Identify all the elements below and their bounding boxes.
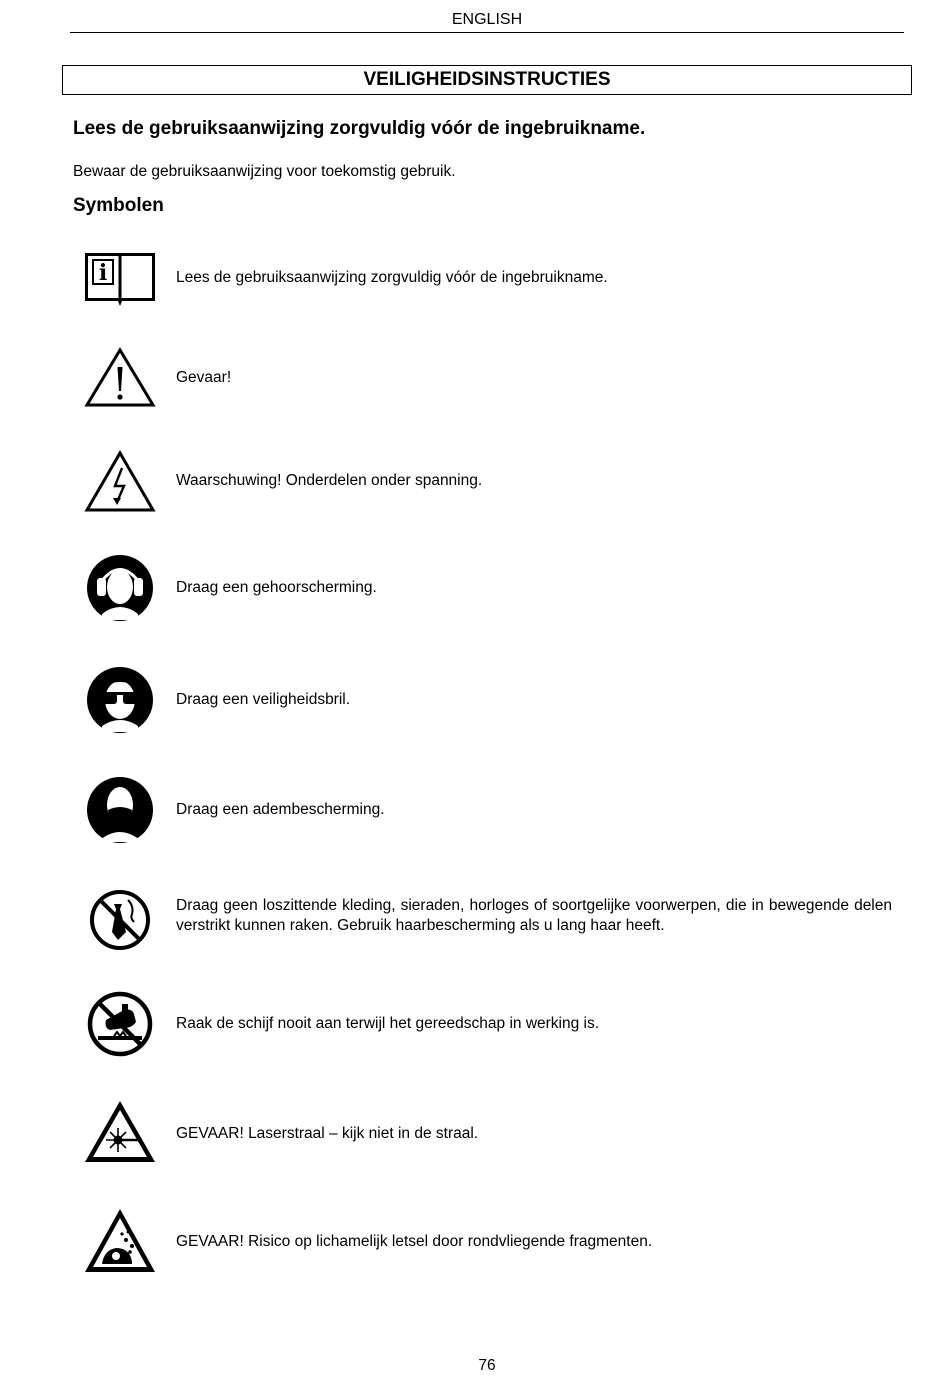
- header-language: ENGLISH: [451, 11, 523, 28]
- symbol-description: Draag geen loszittende kleding, sieraden, horloges of soortgelijke voorwerpen, die in bewegende delen verstrikt kunnen raken. Gebruik haarbescherming als u lang haar heeft.: [176, 897, 892, 934]
- keep-manual-text: Bewaar de gebruiksaanwijzing voor toekomstig gebruik.: [73, 163, 456, 180]
- section-title: VEILIGHEIDSINSTRUCTIES: [62, 65, 912, 95]
- header-divider: [70, 32, 904, 33]
- symbol-description: Raak de schijf nooit aan terwijl het gereedschap in werking is.: [176, 1015, 600, 1032]
- ear-protection-icon: [84, 552, 156, 624]
- manual-info-icon: [84, 249, 156, 321]
- flying-debris-warning-icon: [84, 1206, 156, 1278]
- symbol-description: Draag een adembescherming.: [176, 801, 385, 818]
- svg-text:i: i: [98, 260, 108, 286]
- electric-shock-warning-icon: [84, 448, 156, 520]
- danger-warning-icon: [84, 345, 156, 417]
- page-number: 76: [478, 1357, 496, 1374]
- laser-warning-icon: [84, 1098, 156, 1170]
- symbols-heading: Symbolen: [73, 195, 164, 216]
- safety-glasses-icon: [84, 664, 156, 736]
- respiratory-protection-icon: [84, 774, 156, 846]
- no-loose-clothing-icon: [84, 884, 156, 956]
- symbol-description: Draag een veiligheidsbril.: [176, 691, 351, 708]
- read-manual-heading: Lees de gebruiksaanwijzing zorgvuldig vóór de ingebruikname.: [73, 118, 646, 139]
- do-not-touch-blade-icon: [84, 988, 156, 1060]
- symbol-description: Waarschuwing! Onderdelen onder spanning.: [176, 472, 483, 489]
- symbol-description: Gevaar!: [176, 369, 232, 386]
- symbol-description: GEVAAR! Laserstraal – kijk niet in de straal.: [176, 1125, 479, 1142]
- symbol-description: Lees de gebruiksaanwijzing zorgvuldig vóór de ingebruikname.: [176, 269, 608, 286]
- symbol-description: GEVAAR! Risico op lichamelijk letsel door rondvliegende fragmenten.: [176, 1233, 653, 1250]
- symbol-description: Draag een gehoorscherming.: [176, 579, 377, 596]
